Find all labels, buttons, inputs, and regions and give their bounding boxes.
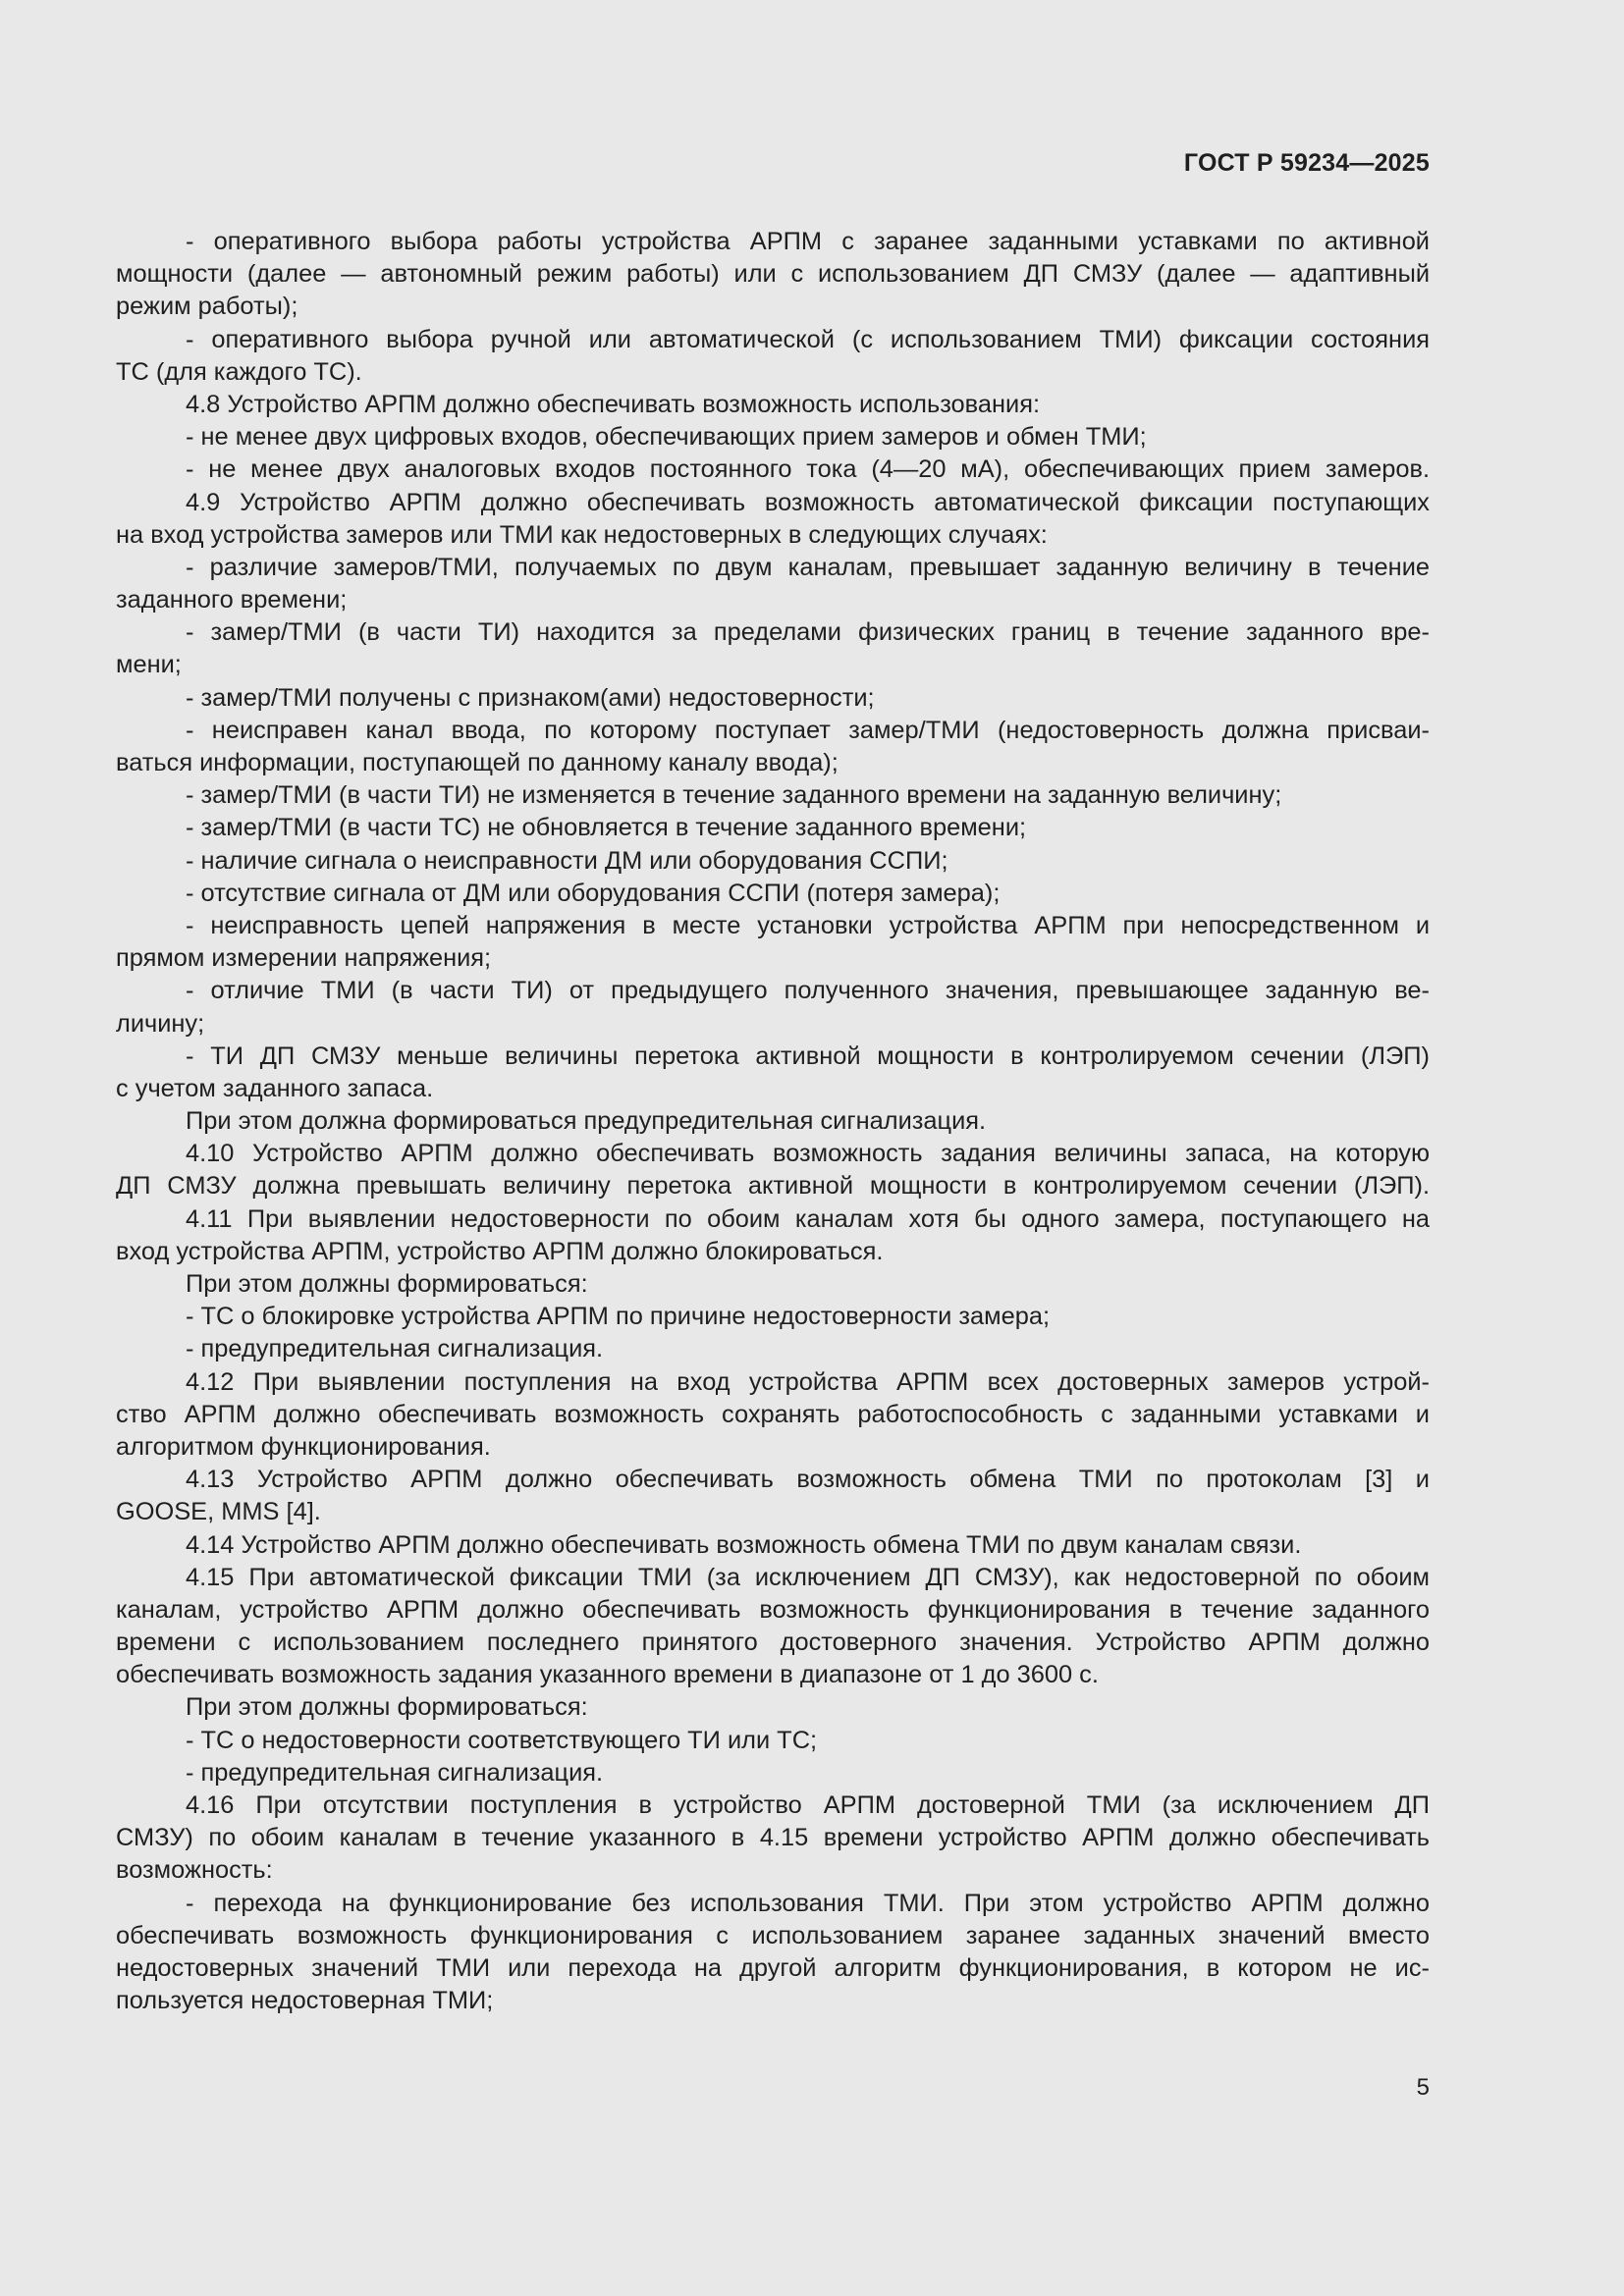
text-line: личину;: [116, 1009, 205, 1038]
text-line: При этом должна формироваться предупредительная сигнализация.: [186, 1107, 987, 1136]
text-line: - не менее двух цифровых входов, обеспечивающих прием замеров и обмен ТМИ;: [186, 423, 1147, 452]
text-line: обеспечивать возможность задания указанного времени в диапазоне от 1 до 3600 с.: [116, 1661, 1099, 1689]
text-line: GOOSE, MMS [4].: [116, 1498, 321, 1526]
text-line: - предупредительная сигнализация.: [186, 1758, 604, 1787]
text-line: 4.10 Устройство АРПМ должно обеспечивать возможность задания величины запаса, на которую: [186, 1140, 1430, 1168]
standard-header: ГОСТ Р 59234—2025: [1183, 149, 1430, 177]
text-line: - перехода на функционирование без использования ТМИ. При этом устройство АРПМ должно: [186, 1889, 1430, 1917]
text-line: 4.16 При отсутствии поступления в устройство АРПМ достоверной ТМИ (за исключением ДП: [186, 1791, 1430, 1819]
text-line: - неисправность цепей напряжения в месте установки устройства АРПМ при непосредственном и: [186, 911, 1430, 939]
text-line: на вход устройства замеров или ТМИ как недостоверных в следующих случаях:: [116, 520, 1048, 549]
text-line: ДП СМЗУ должна превышать величину перетока активной мощности в контролируемом сечении (ЛЭП).: [116, 1172, 1430, 1201]
text-line: обеспечивать возможность функционирования с использованием заранее заданных значений вместо: [116, 1921, 1430, 1949]
body-text: [116, 226, 1430, 2017]
text-line: пользуется недостоверная ТМИ;: [116, 1987, 494, 2015]
text-line: - отсутствие сигнала от ДМ или оборудования ССПИ (потеря замера);: [186, 879, 1001, 907]
text-line: 4.8 Устройство АРПМ должно обеспечивать возможность использования:: [186, 390, 1040, 418]
text-line: ТС (для каждого ТС).: [116, 357, 362, 386]
text-line: прямом измерении напряжения;: [116, 944, 492, 973]
text-line: 4.15 При автоматической фиксации ТМИ (за исключением ДП СМЗУ), как недостоверной по обоим: [186, 1563, 1430, 1591]
text-line: каналам, устройство АРПМ должно обеспечивать возможность функционирования в течение заданного: [116, 1595, 1430, 1624]
text-line: ваться информации, поступающей по данному каналу ввода);: [116, 749, 839, 776]
text-line: - замер/ТМИ (в части ТС) не обновляется в течение заданного времени;: [186, 814, 1027, 842]
text-line: - наличие сигнала о неисправности ДМ или оборудования ССПИ;: [186, 846, 948, 875]
text-line: - замер/ТМИ получены с признаком(ами) недостоверности;: [186, 683, 875, 712]
page-number: 5: [1416, 2074, 1430, 2101]
text-line: - оперативного выбора ручной или автоматической (с использованием ТМИ) фиксации состояния: [186, 325, 1430, 353]
text-line: - ТС о блокировке устройства АРПМ по причине недостоверности замера;: [186, 1303, 1051, 1331]
text-line: вход устройства АРПМ, устройство АРПМ должно блокироваться.: [116, 1237, 884, 1265]
text-line: СМЗУ) по обоим каналам в течение указанного в 4.15 времени устройство АРПМ должно обеспечивать: [116, 1824, 1430, 1852]
text-line: ство АРПМ должно обеспечивать возможность сохранять работоспособность с заданными уставками и: [116, 1400, 1430, 1428]
text-line: - отличие ТМИ (в части ТИ) от предыдущего полученного значения, превышающее заданную ве-: [186, 977, 1430, 1005]
text-line: При этом должны формироваться:: [186, 1270, 588, 1298]
text-line: 4.12 При выявлении поступления на вход устройства АРПМ всех достоверных замеров устрой-: [186, 1367, 1430, 1396]
text-line: - замер/ТМИ (в части ТИ) находится за пределами физических границ в течение заданного вре-: [186, 618, 1430, 647]
text-line: времени с использованием последнего принятого достоверного значения. Устройство АРПМ должно: [116, 1629, 1430, 1657]
text-line: 4.11 При выявлении недостоверности по обоим каналам хотя бы одного замера, поступающего на: [186, 1204, 1430, 1233]
text-line: - оперативного выбора работы устройства АРПМ с заранее заданными уставками по активной: [186, 228, 1430, 255]
text-line: возможность:: [116, 1856, 273, 1885]
text-line: 4.9 Устройство АРПМ должно обеспечивать возможность автоматической фиксации поступающих: [186, 488, 1430, 516]
text-line: - неисправен канал ввода, по которому поступает замер/ТМИ (недостоверность должна присваи-: [186, 716, 1430, 744]
text-line: - ТИ ДП СМЗУ меньше величины перетока активной мощности в контролируемом сечении (ЛЭП): [186, 1041, 1430, 1070]
text-line: алгоритмом функционирования.: [116, 1432, 491, 1461]
text-line: с учетом заданного запаса.: [116, 1074, 434, 1102]
text-line: - не менее двух аналоговых входов постоянного тока (4—20 мА), обеспечивающих прием замеров.: [186, 455, 1430, 484]
text-line: 4.14 Устройство АРПМ должно обеспечивать возможность обмена ТМИ по двум каналам связи.: [186, 1530, 1302, 1559]
text-line: - различие замеров/ТМИ, получаемых по двум каналам, превышает заданную величину в течение: [186, 553, 1430, 581]
text-line: 4.13 Устройство АРПМ должно обеспечивать возможность обмена ТМИ по протоколам [3] и: [186, 1466, 1430, 1494]
text-line: - замер/ТМИ (в части ТИ) не изменяется в течение заданного времени на заданную величину;: [186, 781, 1282, 810]
text-line: - ТС о недостоверности соответствующего ТИ или ТС;: [186, 1726, 818, 1754]
text-line: мени;: [116, 651, 182, 679]
text-line: недостоверных значений ТМИ или перехода на другой алгоритм функционирования, в котором не ис-: [116, 1953, 1430, 1982]
text-line: заданного времени;: [116, 586, 348, 614]
text-line: мощности (далее — автономный режим работы) или с использованием ДП СМЗУ (далее — адаптивный: [116, 260, 1430, 289]
text-line: При этом должны формироваться:: [186, 1693, 588, 1722]
text-line: режим работы);: [116, 293, 298, 321]
text-line: - предупредительная сигнализация.: [186, 1335, 604, 1363]
